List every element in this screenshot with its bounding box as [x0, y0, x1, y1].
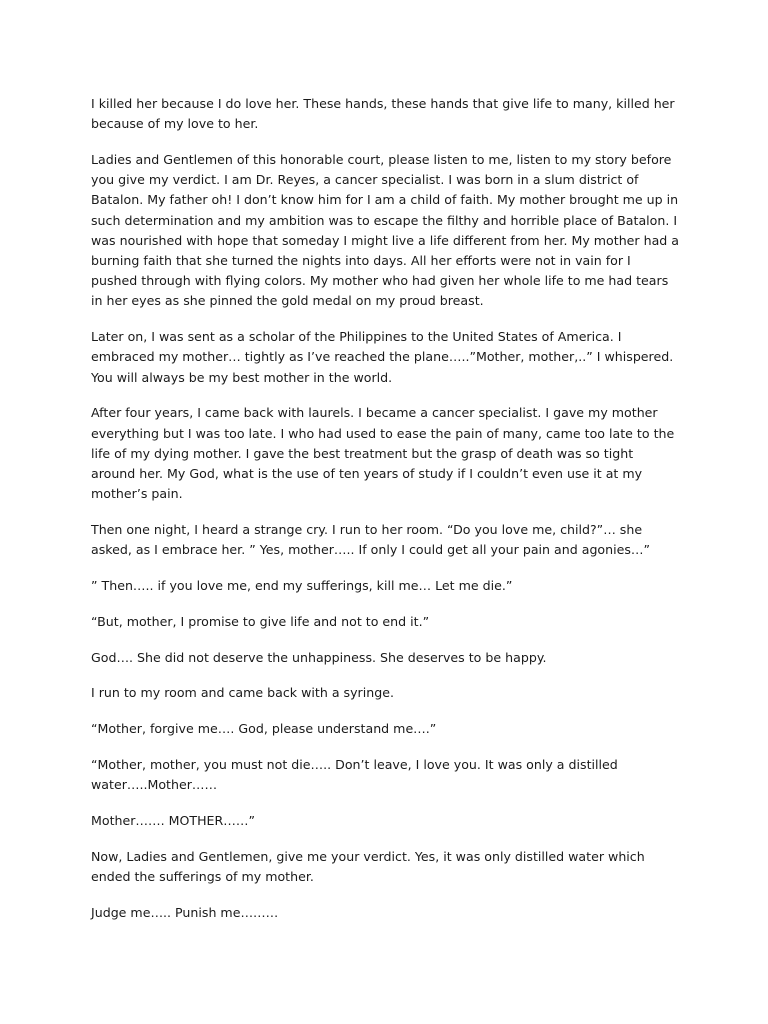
paragraph-2: Ladies and Gentlemen of this honorable court, please listen to me, listen to my story before you give my verdict. I am Dr. Reyes, a cancer specialist. I was born in a slum district of Batalon. My father oh! I don’t know him for I am a child of faith. My mother brought me up in such determination and my ambition was to escape the filthy and horrible place of Batalon. I was nourished with hope that someday I might live a life different from her. My mother had a burning faith that she turned the nights into days. All her efforts were not in vain for I pushed through with flying colors. My mother who had given her whole life to me had tears in her eyes as she pinned the gold medal on my proud breast.	[91, 152, 680, 309]
paragraph-5: Then one night, I heard a strange cry. I run to her room. “Do you love me, child?”… she asked, as I embrace her. ” Yes, mother….. If only I could get all your pain and agonies…”	[91, 522, 651, 558]
document-body	[91, 94, 681, 939]
paragraph-11: “Mother, mother, you must not die….. Don’t leave, I love you. It was only a distilled water…..Mother……	[91, 757, 618, 793]
paragraph-13: Now, Ladies and Gentlemen, give me your verdict. Yes, it was only distilled water which ended the sufferings of my mother.	[91, 848, 645, 885]
paragraph-7: “But, mother, I promise to give life and not to end it.”	[91, 613, 430, 629]
paragraph-3: Later on, I was sent as a scholar of the Philippines to the United States of America. I embraced my mother… tightly as I’ve reached the plane…..”Mother, mother,..” I whispered. You will always be my best mother in the world.	[91, 329, 674, 385]
paragraph-8: God…. She did not deserve the unhappiness. She deserves to be happy.	[91, 649, 547, 665]
paragraph-12: Mother……. MOTHER……”	[91, 813, 255, 829]
paragraph-4: After four years, I came back with laurels. I became a cancer specialist. I gave my mother everything but I was too late. I who had used to ease the pain of many, came too late to the life of my dying mother. I gave the best treatment but the grasp of death was so tight around her. My God, what is the use of ten years of study if I couldn’t even use it at my mother’s pain.	[91, 405, 675, 502]
paragraph-9: I run to my room and came back with a syringe.	[91, 685, 394, 701]
paragraph-10: “Mother, forgive me…. God, please understand me….”	[91, 721, 437, 737]
paragraph-14: Judge me….. Punish me………	[91, 904, 279, 920]
paragraph-1: I killed her because I do love her. These hands, these hands that give life to many, killed her because of my love to her.	[91, 96, 675, 132]
paragraph-6: ” Then….. if you love me, end my sufferings, kill me… Let me die.”	[91, 578, 513, 594]
